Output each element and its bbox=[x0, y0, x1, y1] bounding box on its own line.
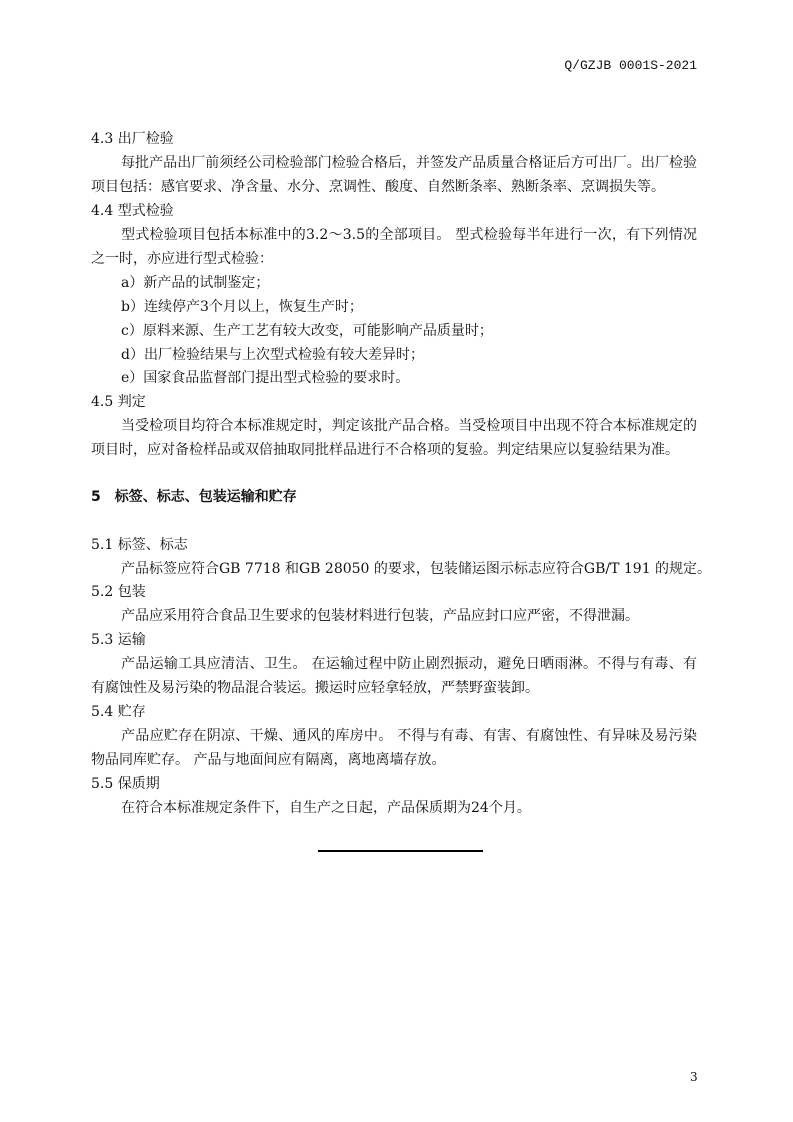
paragraph-line: 项目时，应对备检样品或双倍抽取同批样品进行不合格项的复验。判定结果应以复验结果为准。 bbox=[91, 442, 679, 458]
section-5-3-title: 5.3 运输 bbox=[91, 632, 146, 648]
paragraph-line: 当受检项目均符合本标准规定时，判定该批产品合格。当受检项目中出现不符合本标准规定的 bbox=[121, 418, 697, 434]
section-4-5-title: 4.5 判定 bbox=[91, 394, 146, 410]
end-rule bbox=[318, 850, 483, 852]
section-5-5-title: 5.5 保质期 bbox=[91, 776, 160, 792]
paragraph-line: 型式检验项目包括本标准中的3.2～3.5的全部项目。 型式检验每半年进行一次，有下列情况 bbox=[121, 227, 697, 243]
paragraph-line: 在符合本标准规定条件下，自生产之日起，产品保质期为24个月。 bbox=[121, 800, 531, 816]
list-item: d）出厂检验结果与上次型式检验有较大差异时； bbox=[121, 347, 424, 363]
section-5-2-title: 5.2 包装 bbox=[91, 584, 146, 600]
paragraph-line: 产品应采用符合食品卫生要求的包装材料进行包装，产品应封口应严密，不得泄漏。 bbox=[121, 608, 639, 624]
section-5-heading: 5 标签、标志、包装运输和贮存 bbox=[91, 489, 297, 505]
section-4-3-title: 4.3 出厂检验 bbox=[91, 131, 174, 147]
paragraph-line: 有腐蚀性及易污染的物品混合装运。搬运时应轻拿轻放，严禁野蛮装卸。 bbox=[91, 680, 539, 696]
list-item: b）连续停产3个月以上，恢复生产时； bbox=[121, 299, 363, 315]
list-item: a）新产品的试制鉴定； bbox=[121, 275, 270, 291]
paragraph-line: 项目包括：感官要求、净含量、水分、烹调性、酸度、自然断条率、熟断条率、烹调损失等。 bbox=[91, 179, 665, 195]
section-5-1-title: 5.1 标签、标志 bbox=[91, 537, 188, 553]
paragraph-line: 物品同库贮存。 产品与地面间应有隔离，离地离墙存放。 bbox=[91, 752, 446, 768]
paragraph-line: 产品标签应符合GB 7718 和GB 28050 的要求，包装储运图示标志应符合GB/T 191 的规定。 bbox=[121, 561, 712, 577]
paragraph-line: 产品应贮存在阴凉、干燥、通风的库房中。 不得与有毒、有害、有腐蚀性、有异味及易污染 bbox=[121, 728, 697, 744]
section-4-4-title: 4.4 型式检验 bbox=[91, 203, 174, 219]
page-number: 3 bbox=[690, 1070, 698, 1084]
list-item: e）国家食品监督部门提出型式检验的要求时。 bbox=[121, 370, 410, 386]
section-5-4-title: 5.4 贮存 bbox=[91, 704, 146, 720]
paragraph-line: 之一时，亦应进行型式检验： bbox=[91, 251, 273, 267]
paragraph-line: 产品运输工具应清洁、卫生。 在运输过程中防止剧烈振动，避免日晒雨淋。不得与有毒、有 bbox=[121, 656, 697, 672]
paragraph-line: 每批产品出厂前须经公司检验部门检验合格后，并签发产品质量合格证后方可出厂。出厂检验 bbox=[121, 155, 697, 171]
document-code: Q/GZJB 0001S-2021 bbox=[564, 58, 697, 73]
list-item: c）原料来源、生产工艺有较大改变，可能影响产品质量时； bbox=[121, 323, 493, 339]
